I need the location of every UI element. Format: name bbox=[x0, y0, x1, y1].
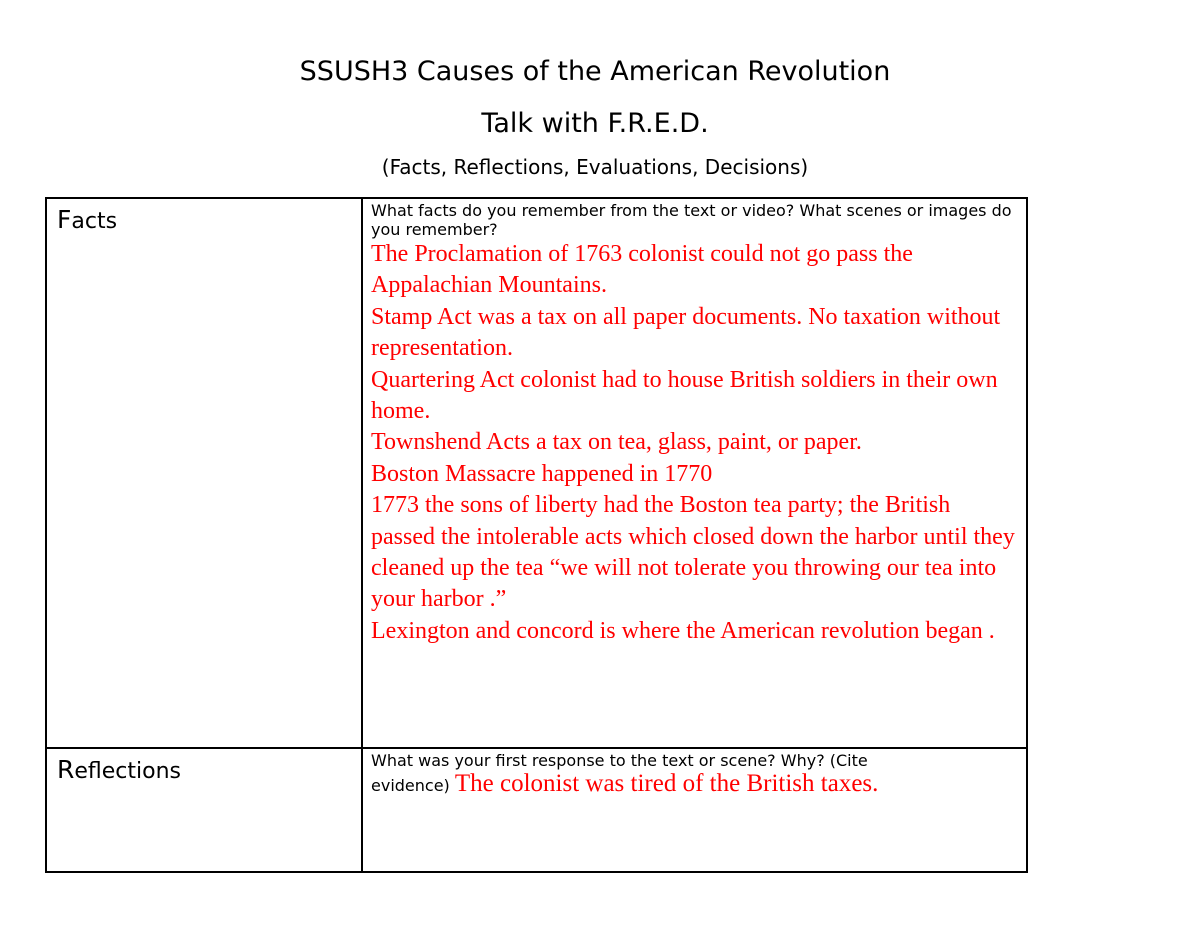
facts-prompt: What facts do you remember from the text or video? What scenes or images do you remember? bbox=[371, 201, 1012, 239]
fred-table bbox=[45, 197, 1028, 873]
reflections-label-rest: eflections bbox=[74, 759, 182, 784]
facts-answer-line: Stamp Act was a tax on all paper documents. No taxation without representation. bbox=[371, 303, 1001, 362]
facts-answer-line: 1773 the sons of liberty had the Boston tea party; the British passed the intolerable acts which closed down the harbor until they cleaned up the tea “we will not tolerate you throwing our tea into your harbor .” bbox=[371, 492, 1015, 613]
facts-label-initial: F bbox=[57, 205, 72, 234]
reflections-prompt: What was your first response to the text or scene? Why? (Cite bbox=[371, 751, 868, 770]
reflections-prompt-continued: evidence) bbox=[371, 776, 450, 795]
reflections-answer-line bbox=[371, 770, 1018, 798]
page-title: SSUSH3 Causes of the American Revolution bbox=[299, 56, 891, 87]
reflections-label-cell bbox=[46, 748, 362, 872]
facts-answer-line: The Proclamation of 1763 colonist could not go pass the Appalachian Mountains. bbox=[371, 241, 913, 299]
facts-row bbox=[46, 198, 1027, 748]
acronym-expansion: (Facts, Reflections, Evaluations, Decisions) bbox=[381, 155, 809, 179]
reflections-row bbox=[46, 748, 1027, 872]
reflections-content-cell[interactable] bbox=[362, 748, 1027, 872]
facts-answer-line: Boston Massacre happened in 1770 bbox=[371, 460, 713, 487]
facts-answer bbox=[371, 239, 1018, 647]
facts-answer-line: Quartering Act colonist had to house British soldiers in their own home. bbox=[371, 366, 998, 425]
page-subtitle: Talk with F.R.E.D. bbox=[481, 108, 709, 139]
reflections-answer: The colonist was tired of the British taxes. bbox=[454, 770, 879, 797]
facts-answer-line: Townshend Acts a tax on tea, glass, paint, or paper. bbox=[371, 429, 862, 456]
facts-content-cell[interactable] bbox=[362, 198, 1027, 748]
facts-label-cell bbox=[46, 198, 362, 748]
facts-label-rest: acts bbox=[71, 209, 118, 234]
reflections-label-initial: R bbox=[57, 755, 75, 784]
facts-answer-line: Lexington and concord is where the American revolution began . bbox=[371, 617, 995, 644]
